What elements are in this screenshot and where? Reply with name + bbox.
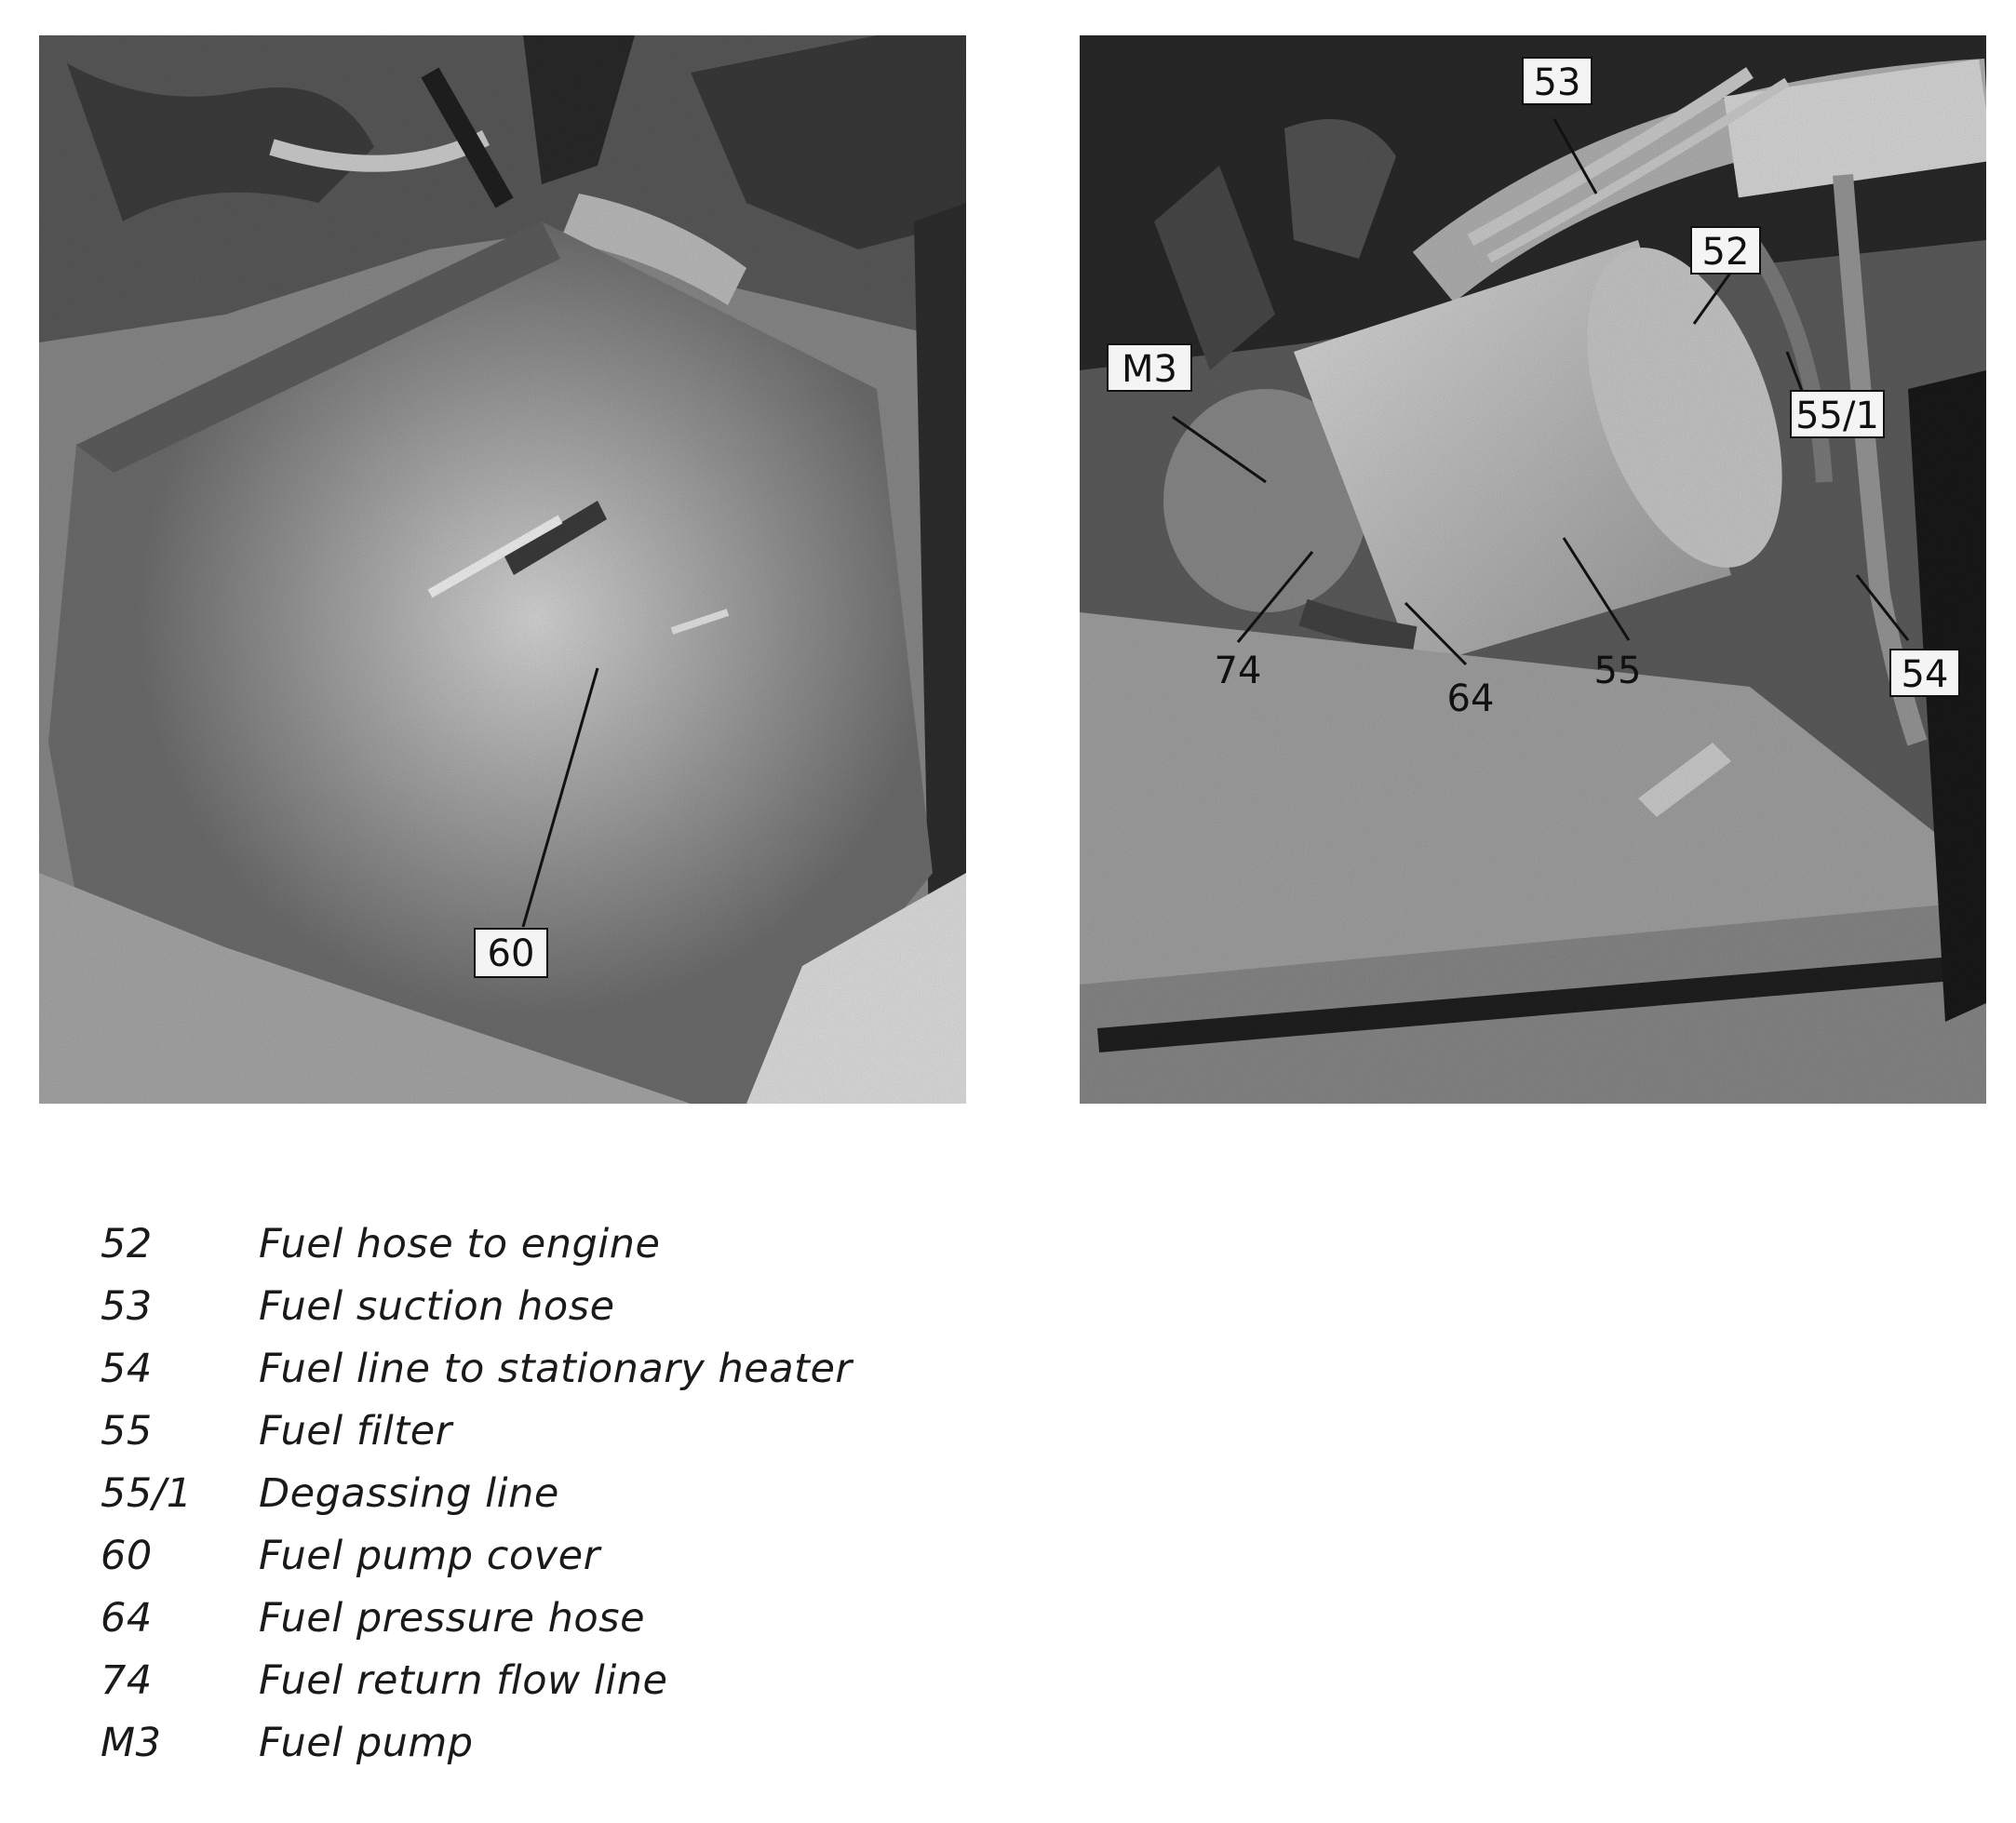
legend-number: M3	[101, 1720, 162, 1766]
legend-row	[101, 1533, 1124, 1595]
legend-row	[101, 1346, 1124, 1408]
legend-description: Fuel suction hose	[259, 1283, 615, 1330]
photo-fuel-pump-cover	[39, 35, 966, 1104]
callout-54: 54	[1901, 653, 1949, 696]
legend-description: Fuel pump	[259, 1720, 474, 1766]
legend-description: Fuel return flow line	[259, 1657, 668, 1704]
photo-left-drawing	[39, 35, 966, 1104]
legend-row	[101, 1470, 1124, 1533]
legend-row	[101, 1283, 1124, 1346]
legend-number: 53	[101, 1283, 153, 1330]
legend-row	[101, 1657, 1124, 1720]
photo-fuel-filter-assembly	[1080, 35, 1986, 1104]
legend-row	[101, 1221, 1124, 1283]
legend-description: Fuel line to stationary heater	[259, 1346, 853, 1392]
legend-row	[101, 1408, 1124, 1470]
callout-64: 64	[1446, 677, 1495, 720]
legend-number: 55	[101, 1408, 153, 1454]
callout-55: 55	[1593, 650, 1642, 692]
legend-row	[101, 1595, 1124, 1657]
legend-description: Fuel hose to engine	[259, 1221, 661, 1267]
photo-right-drawing	[1080, 35, 1986, 1104]
legend-number: 74	[101, 1657, 153, 1704]
legend-number: 55/1	[101, 1470, 193, 1517]
legend-description: Degassing line	[259, 1470, 559, 1517]
callout-53: 53	[1533, 61, 1581, 104]
legend-number: 60	[101, 1533, 153, 1579]
legend-row	[101, 1720, 1124, 1782]
callout-74: 74	[1214, 650, 1262, 692]
parts-legend	[101, 1221, 1124, 1782]
legend-number: 64	[101, 1595, 153, 1642]
legend-number: 52	[101, 1221, 153, 1267]
callout-52: 52	[1701, 231, 1750, 274]
legend-number: 54	[101, 1346, 153, 1392]
callout-60: 60	[487, 932, 535, 975]
callout-55-1: 55/1	[1795, 395, 1879, 437]
legend-description: Fuel filter	[259, 1408, 452, 1454]
callout-m3: M3	[1122, 348, 1177, 391]
legend-description: Fuel pump cover	[259, 1533, 600, 1579]
legend-description: Fuel pressure hose	[259, 1595, 646, 1642]
